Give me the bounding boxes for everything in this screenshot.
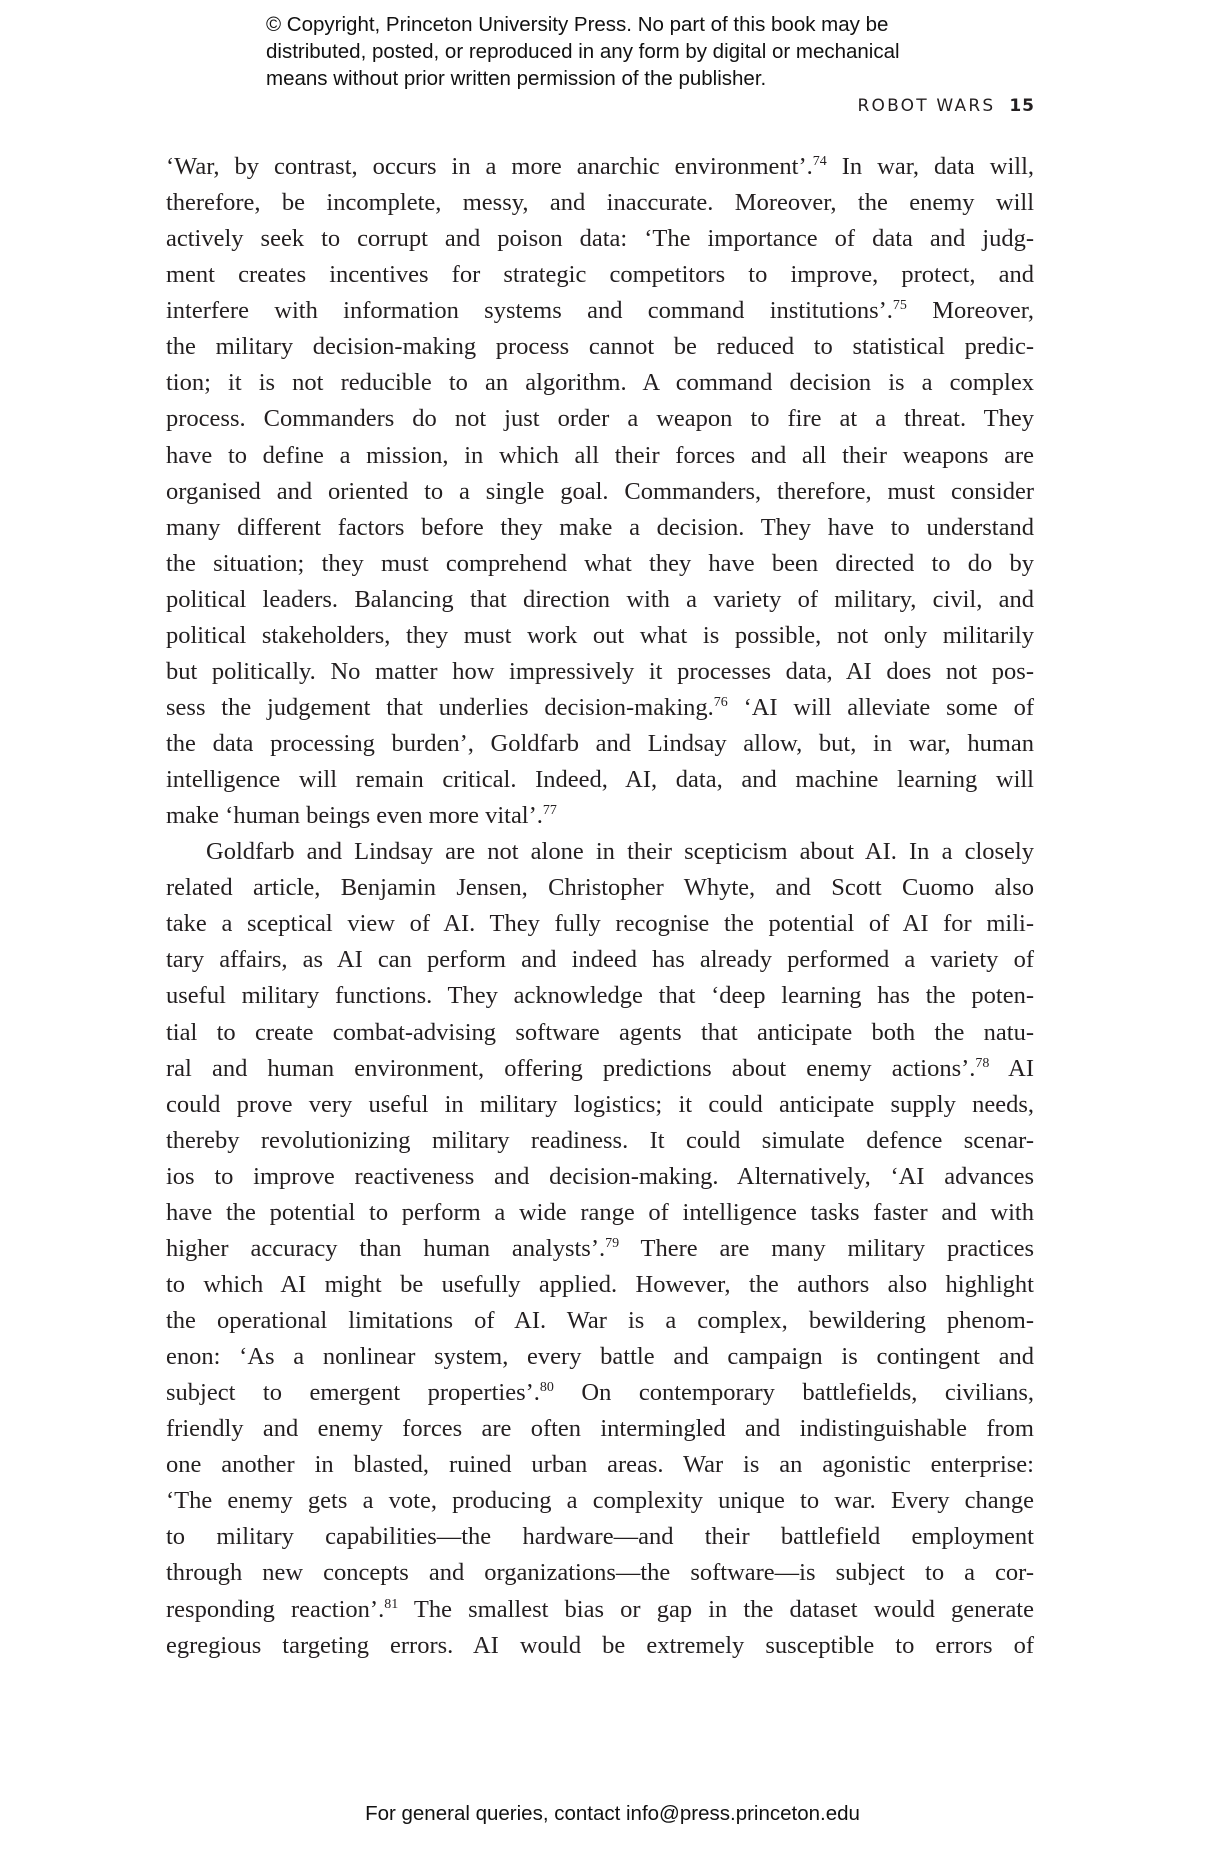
text-line: [166, 762, 1034, 798]
text-segment: useful military functions. They acknowledge that ‘deep learning has the poten-: [166, 982, 1034, 1010]
text-line: [166, 438, 1034, 474]
text-segment: make ‘human beings even more vital’.: [166, 802, 543, 830]
text-segment: process. Commanders do not just order a weapon to fire at a threat. They: [166, 405, 1034, 433]
text-line: [166, 510, 1034, 546]
text-line: [166, 1592, 1034, 1628]
text-line: [166, 149, 1034, 185]
text-segment: the data processing burden’, Goldfarb and Lindsay allow, but, in war, human: [166, 730, 1034, 757]
running-head: [857, 96, 1035, 116]
text-segment: through new concepts and organizations—the software—is subject to a cor-: [166, 1559, 1034, 1587]
text-line: [166, 618, 1034, 654]
text-line: [166, 1159, 1034, 1195]
text-line: [166, 401, 1034, 437]
copyright-line: means without prior written permission of the publisher.: [266, 67, 767, 90]
footnote-ref[interactable]: 78: [975, 1055, 990, 1071]
text-segment: tion; it is not reducible to an algorithm. A command decision is a complex: [166, 369, 1034, 397]
text-line: [166, 726, 1034, 762]
text-line: [166, 906, 1034, 942]
text-line: [166, 1628, 1034, 1664]
footnote-ref[interactable]: 81: [384, 1596, 399, 1612]
text-line: [166, 1195, 1034, 1231]
footer-contact: For general queries, contact info@press.princeton.edu: [365, 1802, 860, 1825]
text-line: [166, 257, 1034, 293]
text-segment: political leaders. Balancing that direction with a variety of military, civil, and: [166, 585, 1034, 613]
text-segment: have to define a mission, in which all their forces and all their weapons are: [166, 441, 1034, 469]
text-line: [166, 978, 1034, 1014]
text-segment: ‘War, by contrast, occurs in a more anarchic environment’.: [166, 153, 813, 180]
footnote-ref[interactable]: 79: [605, 1235, 620, 1251]
text-line: [166, 1231, 1034, 1267]
text-segment: There are many military practices: [619, 1234, 1035, 1262]
text-segment: related article, Benjamin Jensen, Christopher Whyte, and Scott Cuomo also: [166, 874, 1034, 902]
footnote-ref[interactable]: 75: [892, 298, 907, 314]
text-segment: thereby revolutionizing military readiness. It could simulate defence scenar-: [166, 1126, 1034, 1154]
text-segment: Goldfarb and Lindsay are not alone in their scepticism about AI. In a closely: [206, 838, 1034, 866]
text-line: [166, 1555, 1034, 1591]
text-line: [166, 1123, 1034, 1159]
text-line: [166, 1339, 1034, 1375]
text-segment: egregious targeting errors. AI would be extremely susceptible to errors of: [166, 1631, 1034, 1659]
text-segment: take a sceptical view of AI. They fully recognise the potential of AI for mili-: [166, 910, 1034, 938]
text-segment: many different factors before they make a decision. They have to understand: [166, 513, 1034, 541]
text-line: [166, 1051, 1034, 1087]
text-segment: have the potential to perform a wide range of intelligence tasks faster and with: [166, 1198, 1034, 1226]
text-line: [166, 1303, 1034, 1339]
text-segment: to which AI might be usefully applied. However, the authors also highlight: [166, 1270, 1034, 1298]
text-line: [166, 1519, 1034, 1555]
page-number: 15: [1009, 96, 1035, 116]
copyright-line: distributed, posted, or reproduced in any form by digital or mechanical: [266, 40, 900, 63]
text-segment: responding reaction’.: [166, 1595, 385, 1623]
text-segment: sess the judgement that underlies decision-making.: [166, 693, 714, 721]
footnote-ref[interactable]: 77: [542, 803, 557, 819]
footnote-ref[interactable]: 80: [539, 1380, 554, 1396]
text-line: [166, 582, 1034, 618]
body-text: [166, 149, 1034, 1664]
text-line: [166, 1447, 1034, 1483]
text-segment: tary affairs, as AI can perform and indeed has already performed a variety of: [166, 946, 1034, 974]
text-line: [166, 1015, 1034, 1051]
text-segment: higher accuracy than human analysts’.: [166, 1234, 606, 1262]
text-line: [166, 329, 1034, 365]
text-segment: to military capabilities—the hardware—and their battlefield employment: [166, 1523, 1034, 1551]
text-segment: interfere with information systems and command institutions’.: [166, 297, 893, 325]
text-line: [166, 474, 1034, 510]
footnote-ref[interactable]: 74: [812, 154, 827, 169]
text-segment: ral and human environment, offering predictions about enemy actions’.: [166, 1054, 976, 1082]
text-line: [166, 942, 1034, 978]
text-segment: but politically. No matter how impressively it processes data, AI does not pos-: [166, 657, 1034, 685]
text-segment: subject to emergent properties’.: [166, 1379, 540, 1407]
text-segment: On contemporary battlefields, civilians,: [553, 1379, 1035, 1407]
text-segment: ment creates incentives for strategic competitors to improve, protect, and: [166, 261, 1034, 289]
footnote-ref[interactable]: 76: [713, 694, 728, 710]
text-line: [166, 1411, 1034, 1447]
text-segment: tial to create combat-advising software agents that anticipate both the natu-: [166, 1018, 1034, 1046]
text-line: [166, 546, 1034, 582]
text-line: [166, 690, 1034, 726]
text-line: [166, 798, 1034, 834]
text-line: [166, 185, 1034, 221]
text-segment: friendly and enemy forces are often intermingled and indistinguishable from: [166, 1415, 1034, 1443]
text-segment: intelligence will remain critical. Indeed, AI, data, and machine learning will: [166, 766, 1034, 794]
text-line: [166, 221, 1034, 257]
text-segment: could prove very useful in military logistics; it could anticipate supply needs,: [166, 1090, 1034, 1118]
text-line: [166, 1087, 1034, 1123]
text-segment: enon: ‘As a nonlinear system, every battle and campaign is contingent and: [166, 1343, 1034, 1371]
text-line: [166, 1483, 1034, 1519]
text-segment: ‘The enemy gets a vote, producing a complexity unique to war. Every change: [166, 1487, 1034, 1515]
text-segment: actively seek to corrupt and poison data: ‘The importance of data and judg-: [166, 225, 1034, 253]
text-segment: therefore, be incomplete, messy, and inaccurate. Moreover, the enemy will: [166, 189, 1034, 217]
text-segment: the military decision-making process cannot be reduced to statistical predic-: [166, 333, 1034, 361]
text-segment: The smallest bias or gap in the dataset would generate: [398, 1595, 1034, 1623]
text-line: [166, 293, 1034, 329]
text-segment: political stakeholders, they must work out what is possible, not only militarily: [166, 621, 1034, 649]
copyright-line: © Copyright, Princeton University Press. No part of this book may be: [266, 13, 889, 36]
text-segment: organised and oriented to a single goal. Commanders, therefore, must consider: [166, 477, 1034, 505]
text-line: [166, 654, 1034, 690]
text-segment: ‘AI will alleviate some of: [727, 693, 1034, 721]
text-segment: Moreover,: [906, 297, 1034, 325]
text-line: [166, 1375, 1034, 1411]
text-segment: In war, data will,: [826, 153, 1035, 180]
text-segment: ios to improve reactiveness and decision-making. Alternatively, ‘AI advances: [166, 1162, 1034, 1190]
text-segment: one another in blasted, ruined urban areas. War is an agonistic enterprise:: [166, 1451, 1034, 1479]
running-head-title: ROBOT WARS: [857, 96, 996, 116]
text-segment: the situation; they must comprehend what they have been directed to do by: [166, 549, 1034, 577]
copyright-notice: [266, 11, 900, 92]
text-line: [166, 834, 1034, 870]
text-line: [166, 1267, 1034, 1303]
text-line: [166, 870, 1034, 906]
text-line: [166, 365, 1034, 401]
text-segment: AI: [989, 1054, 1035, 1082]
text-segment: the operational limitations of AI. War is a complex, bewildering phenom-: [166, 1307, 1034, 1334]
